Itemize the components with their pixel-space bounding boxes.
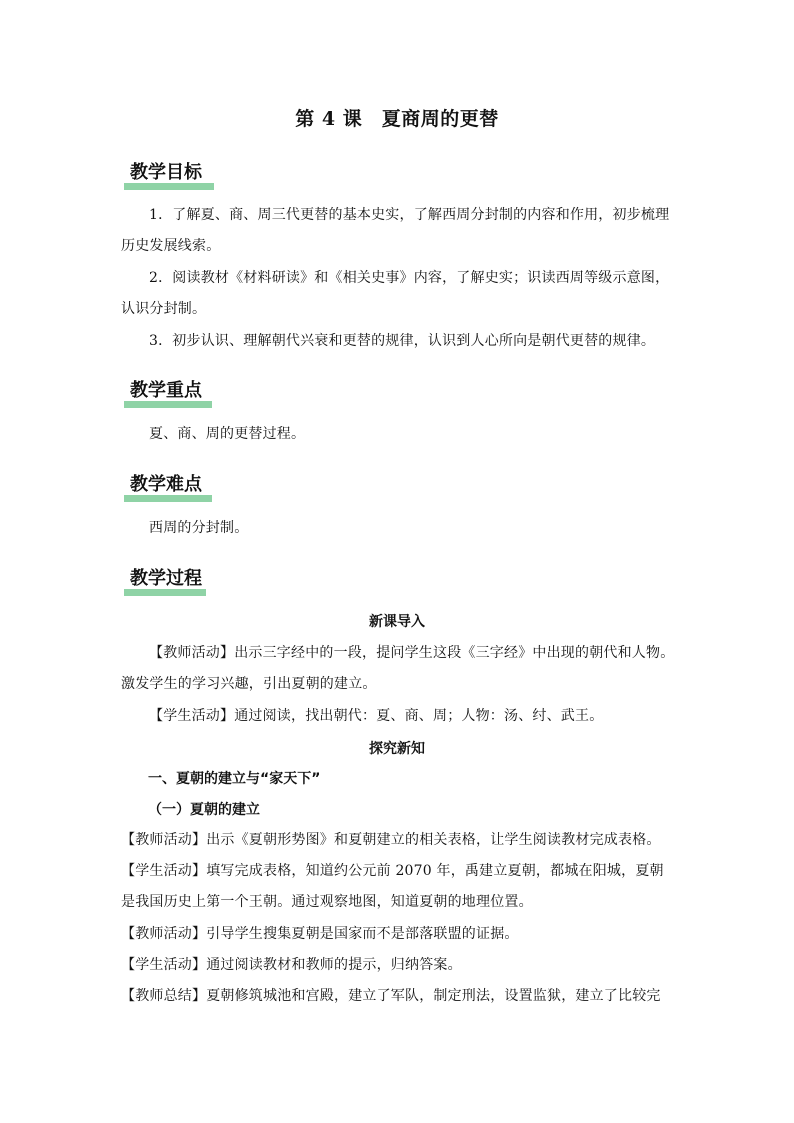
objective-item-3: 3．初步认识、理解朝代兴衰和更替的规律，认识到人心所向是朝代更替的规律。 (149, 333, 656, 349)
difficulties-heading (124, 472, 212, 502)
key-points-heading (124, 378, 212, 408)
process-heading (124, 566, 212, 596)
objectives-heading (124, 160, 212, 190)
key-points-text: 夏、商、周的更替过程。 (149, 426, 306, 442)
objective-item-1: 1．了解夏、商、周三代更替的基本史实，了解西周分封制的内容和作用，初步梳理历史发展线索。 (121, 207, 670, 254)
explore-title: 探究新知 (369, 741, 425, 757)
key-points-heading-text: 教学重点 (130, 380, 202, 401)
paragraph-teacher-1: 【教师活动】出示《夏朝形势图》和夏朝建立的相关表格，让学生阅读教材完成表格。 (121, 832, 661, 848)
part1-subtitle: （一）夏朝的建立 (148, 802, 260, 818)
paragraph-student-1: 【学生活动】填写完成表格，知道约公元前 2070 年，禹建立夏朝，都城在阳城，夏朝是我国历史上第一个王朝。通过观察地图，知道夏朝的地理位置。 (121, 863, 664, 910)
intro-teacher-activity: 【教师活动】出示三字经中的一段，提问学生这段《三字经》中出现的朝代和人物。激发学生的学习兴趣，引出夏朝的建立。 (121, 645, 675, 692)
objectives-heading-text: 教学目标 (130, 162, 202, 183)
part1-title: 一、夏朝的建立与“家天下” (148, 771, 321, 787)
objective-item-2: 2．阅读教材《材料研读》和《相关史事》内容，了解史实；识读西周等级示意图，认识分封制。 (121, 270, 670, 317)
paragraph-teacher-2: 【教师活动】引导学生搜集夏朝是国家而不是部落联盟的证据。 (121, 926, 519, 942)
process-heading-text: 教学过程 (130, 568, 202, 589)
paragraph-student-2: 【学生活动】通过阅读教材和教师的提示，归纳答案。 (121, 957, 462, 973)
difficulties-heading-text: 教学难点 (130, 474, 202, 495)
intro-title: 新课导入 (369, 614, 425, 630)
lesson-title: 第 4 课 夏商周的更替 (295, 108, 499, 130)
paragraph-teacher-summary: 【教师总结】夏朝修筑城池和宫殿，建立了军队，制定刑法，设置监狱，建立了比较完 (121, 988, 661, 1004)
difficulties-text: 西周的分封制。 (149, 520, 249, 536)
intro-student-activity: 【学生活动】通过阅读，找出朝代：夏、商、周；人物：汤、纣、武王。 (149, 708, 604, 724)
